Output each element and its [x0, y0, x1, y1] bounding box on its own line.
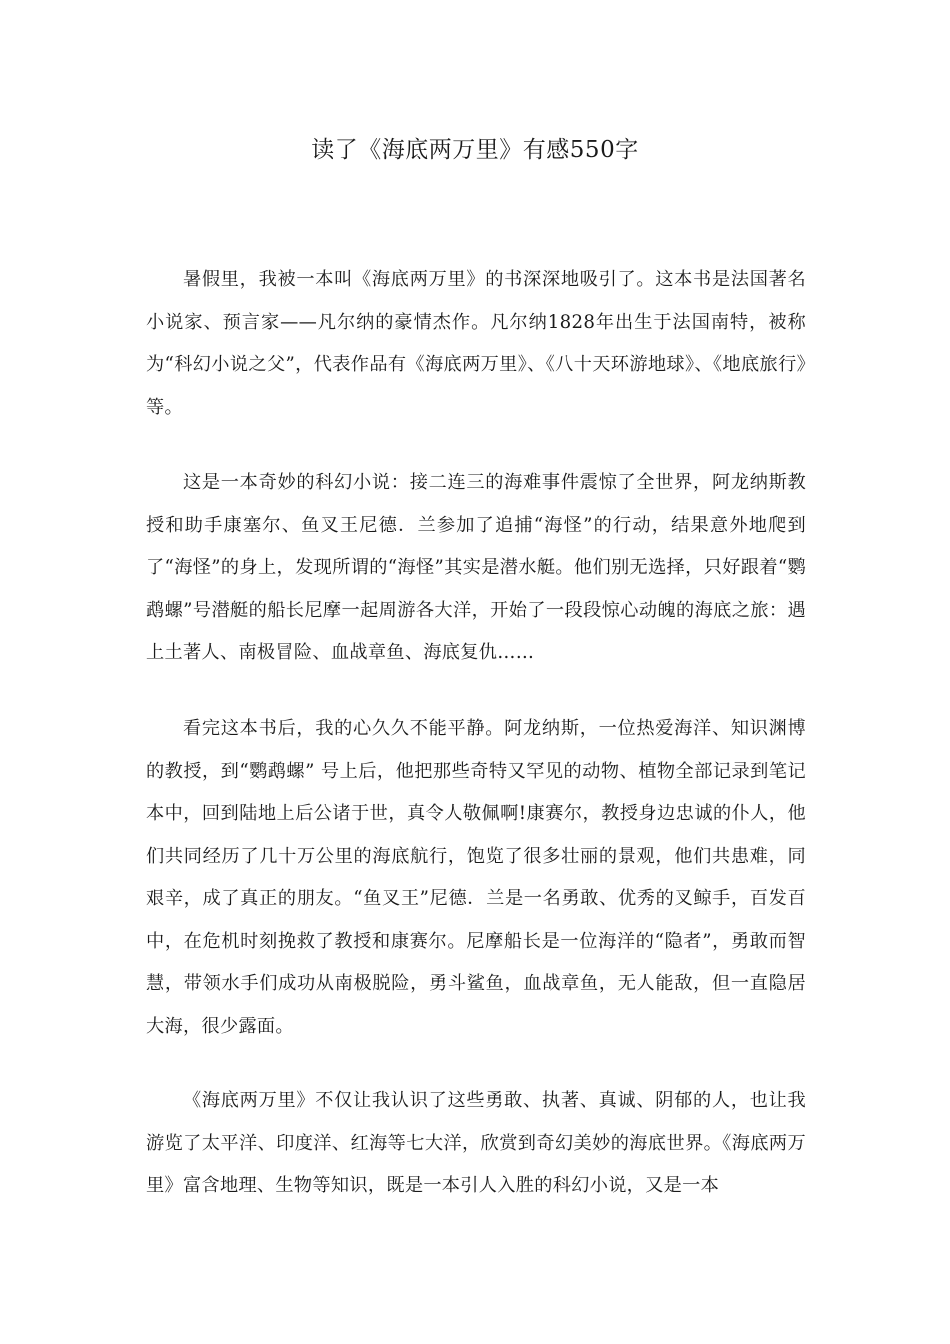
paragraph-characters: 看完这本书后，我的心久久不能平静。阿龙纳斯，一位热爱海洋、知识渊博的教授，到“鹦鹉螺” 号上后，他把那些奇特又罕见的动物、植物全部记录到笔记本中，回到陆地上后公诸于世，真令人敬佩啊!康赛尔，教授身边忠诚的仆人，他们共同经历了几十万公里的海底航行，饱览了很多壮丽的景观，他们共患难，同艰辛，成了真正的朋友。“鱼叉王”尼德．兰是一名勇敢、优秀的叉鲸手，百发百中，在危机时刻挽救了教授和康赛尔。尼摩船长是一位海洋的“隐者”，勇敢而智慧，带领水手们成功从南极脱险，勇斗鲨鱼，血战章鱼，无人能敌，但一直隐居大海，很少露面。 [146, 718, 806, 1037]
paragraph-plot: 这是一本奇妙的科幻小说：接二连三的海难事件震惊了全世界，阿龙纳斯教授和助手康塞尔、鱼叉王尼德．兰参加了追捕“海怪”的行动，结果意外地爬到了“海怪”的身上，发现所谓的“海怪”其实是潜水艇。他们别无选择，只好跟着“鹦鹉螺”号潜艇的船长尼摩一起周游各大洋，开始了一段段惊心动魄的海底之旅：遇上土著人、南极冒险、血战章鱼、海底复仇…… [146, 472, 806, 663]
paragraph-intro: 暑假里，我被一本叫《海底两万里》的书深深地吸引了。这本书是法国著名小说家、预言家——凡尔纳的豪情杰作。凡尔纳1828年出生于法国南特，被称为“科幻小说之父”，代表作品有《海底两万里》、《八十天环游地球》、《地底旅行》等。 [146, 269, 806, 418]
document-title: 读了《海底两万里》有感550字 [311, 137, 639, 163]
paragraph-reflection: 《海底两万里》不仅让我认识了这些勇敢、执著、真诚、阴郁的人，也让我游览了太平洋、印度洋、红海等七大洋，欣赏到奇幻美妙的海底世界。《海底两万里》富含地理、生物等知识，既是一本引人入胜的科幻小说，又是一本 [146, 1090, 806, 1196]
